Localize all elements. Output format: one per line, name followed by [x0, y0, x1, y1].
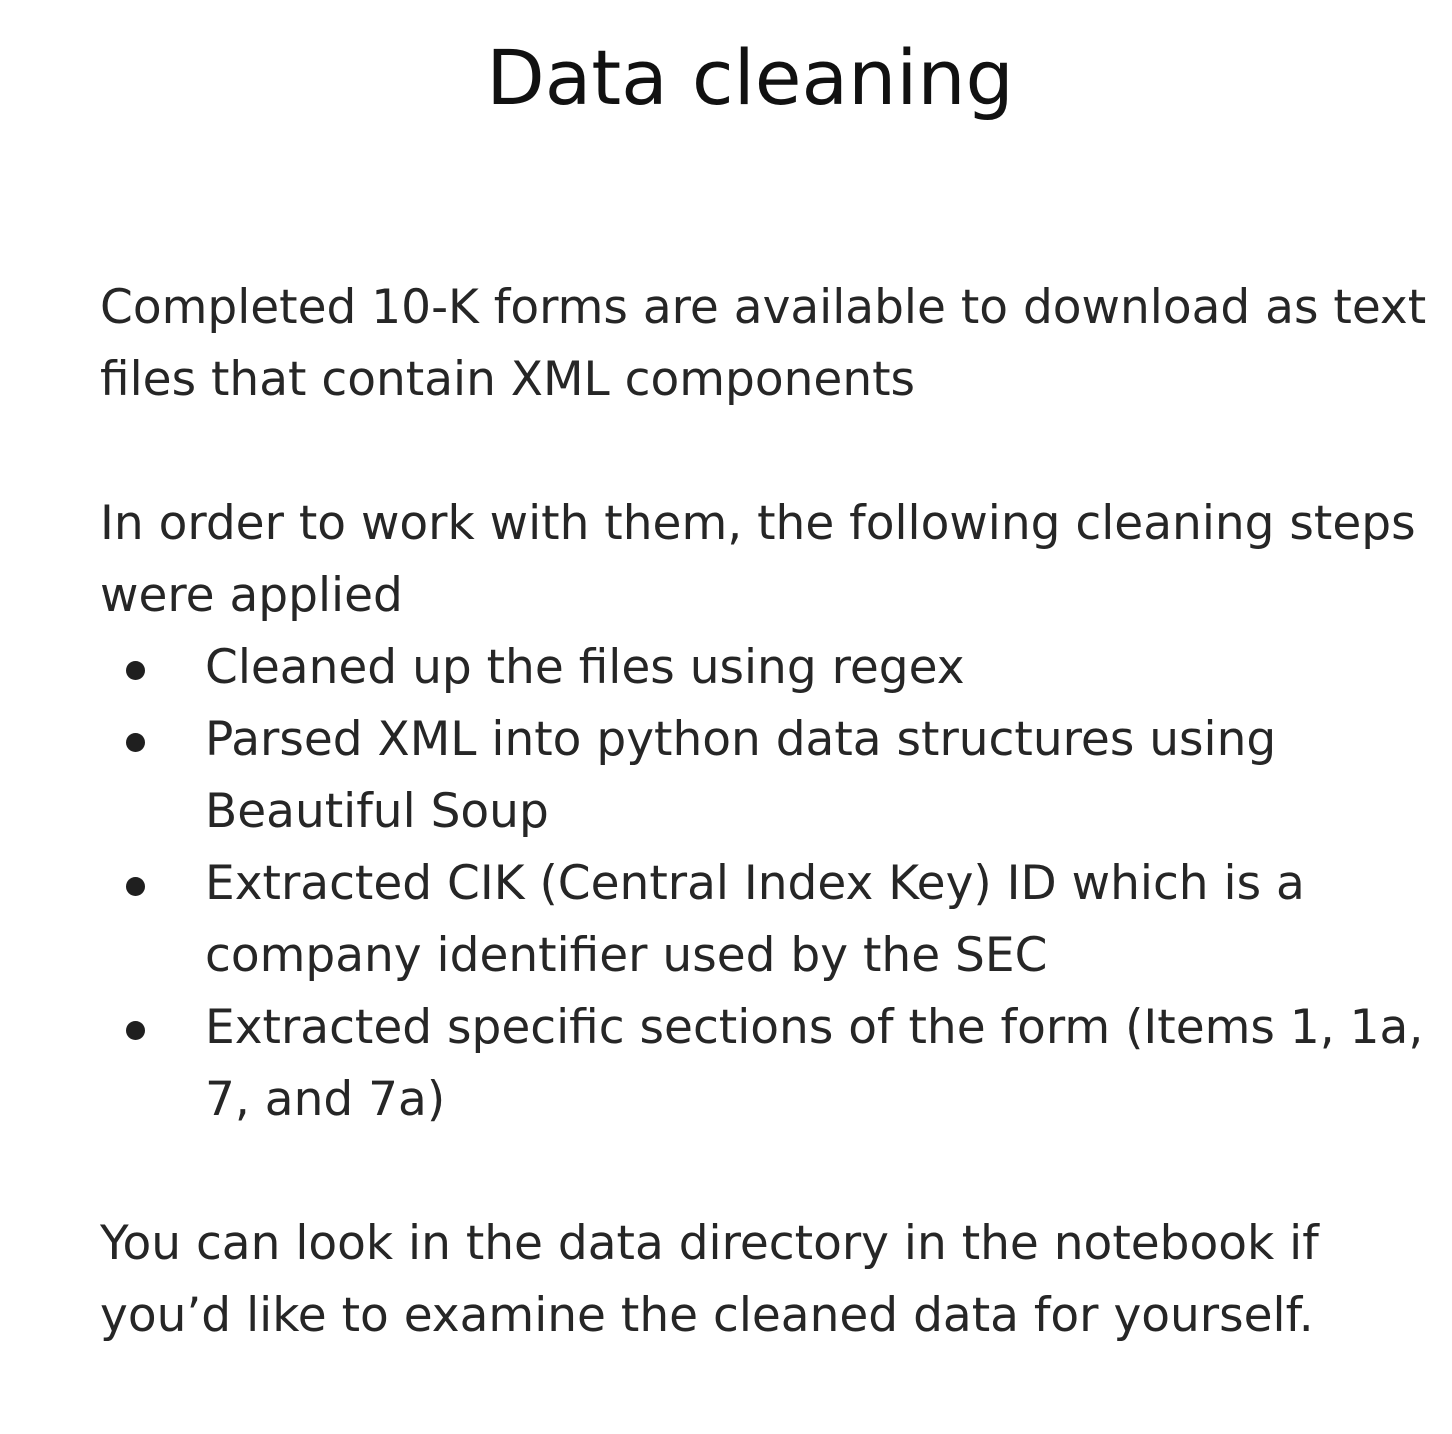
list-item-text: Extracted specific sections of the form (Items 1, 1a, 7, and 7a): [205, 1000, 1424, 1127]
list-item: [100, 848, 1430, 992]
bullet-icon: [126, 733, 145, 752]
list-item-text: Extracted CIK (Central Index Key) ID which is a company identifier used by the SEC: [205, 856, 1305, 983]
list-item-text: Parsed XML into python data structures using Beautiful Soup: [205, 712, 1277, 839]
list-item-text: Cleaned up the files using regex: [205, 640, 965, 695]
list-item: [100, 632, 1430, 704]
slide-title: Data cleaning: [486, 33, 1014, 122]
closing-paragraph: You can look in the data directory in the notebook if you’d like to examine the cleaned data for yourself.: [100, 1216, 1319, 1343]
slide-body: [100, 272, 1430, 1352]
bullet-icon: [126, 661, 145, 680]
steps-intro-paragraph: In order to work with them, the following cleaning steps were applied: [100, 496, 1416, 623]
bullet-icon: [126, 1021, 145, 1040]
bullet-icon: [126, 877, 145, 896]
intro-paragraph: Completed 10-K forms are available to download as text files that contain XML components: [100, 280, 1427, 407]
list-item: [100, 704, 1430, 848]
cleaning-steps-list: [100, 632, 1430, 1136]
list-item: [100, 992, 1430, 1136]
